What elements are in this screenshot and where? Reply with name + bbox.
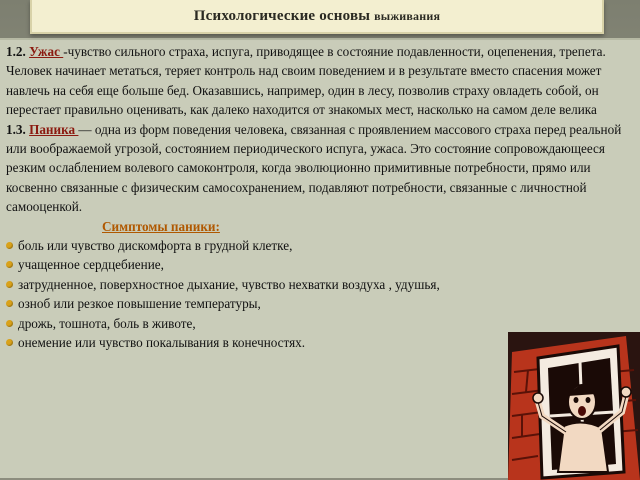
- definition-uzhas: -чувство сильного страха, испуга, приводящее в состояние подавленности, оцепенения, трепета. Человек начинает метаться, теряет контроль над своим поведением и в результате вместо спасения может навлечь на себя еще больше бед. Оказавшись, например, один в лесу, позволив страху овладеть собой, он перестает правильно оценивать, как далеко находится от знакомых мест, насколько на самом деле велика: [6, 44, 606, 118]
- title-bar: [30, 0, 604, 34]
- section-uzhas: [6, 42, 630, 120]
- section-panika: [6, 120, 630, 217]
- symptom-item: дрожь, тошнота, боль в животе,: [6, 314, 630, 333]
- slide-body: [6, 42, 630, 353]
- slide-title-main: Психологические основы: [193, 7, 371, 24]
- term-uzhas: Ужас: [29, 44, 64, 59]
- section-number: 1.3.: [6, 121, 26, 137]
- symptom-item: учащенное сердцебиение,: [6, 255, 630, 274]
- section-number: 1.2.: [6, 44, 26, 59]
- slide-title-small: выживания: [374, 8, 441, 23]
- symptom-item: боль или чувство дискомфорта в грудной клетке,: [6, 236, 630, 255]
- slide-title: [194, 8, 440, 25]
- symptom-item: онемение или чувство покалывания в конечностях.: [6, 333, 630, 352]
- symptom-item: затрудненное, поверхностное дыхание, чувство нехватки воздуха , удушья,: [6, 275, 630, 294]
- definition-panika: — одна из форм поведения человека, связанная с проявлением массового страха перед реальной или воображаемой угрозой, состоянием периодического испуга, ужаса. Это состояние сопровождающееся резким ослаблением волевого самоконтроля, когда эволюционно примитивные потребности, прямо или косвенно связанные с физическим самосохранением, подавляют потребности, связанные с личностной самооценкой.: [6, 121, 622, 215]
- term-panika: Паника: [29, 121, 79, 137]
- symptoms-heading: Симптомы паники:: [102, 218, 220, 234]
- panicked-man-at-window-illustration: [508, 332, 640, 480]
- symptom-item: озноб или резкое повышение температуры,: [6, 294, 630, 313]
